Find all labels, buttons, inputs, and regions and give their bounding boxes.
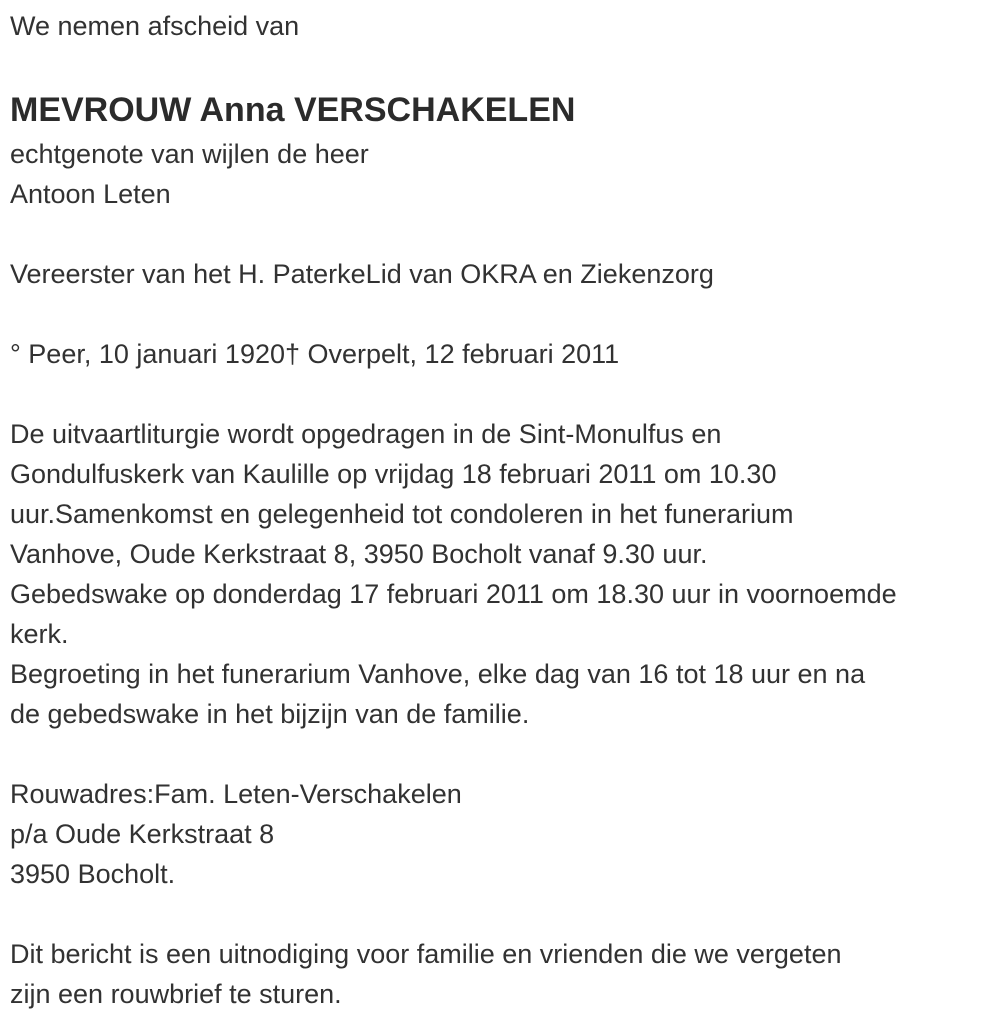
service-line-4: Vanhove, Oude Kerkstraat 8, 3950 Bocholt vanaf 9.30 uur. (10, 539, 708, 569)
mourning-address-line-1: Rouwadres:Fam. Leten-Verschakelen (10, 779, 462, 809)
mourning-address-section (10, 774, 990, 894)
membership-line: Vereerster van het H. PaterkeLid van OKRA en Ziekenzorg (10, 259, 714, 289)
relation-line-2: Antoon Leten (10, 179, 171, 209)
closing-line-2: zijn een rouwbrief te sturen. (10, 979, 342, 1009)
deceased-name: MEVROUW Anna VERSCHAKELEN (10, 91, 576, 129)
service-line-1: De uitvaartliturgie wordt opgedragen in de Sint-Monulfus en (10, 419, 722, 449)
name-section (10, 86, 990, 214)
membership-section (10, 254, 990, 294)
service-section (10, 414, 990, 734)
birth-death-line: ° Peer, 10 januari 1920† Overpelt, 12 februari 2011 (10, 339, 620, 369)
service-line-7: Begroeting in het funerarium Vanhove, elke dag van 16 tot 18 uur en na (10, 659, 866, 689)
service-line-2: Gondulfuskerk van Kaulille op vrijdag 18 februari 2011 om 10.30 (10, 459, 777, 489)
service-line-5: Gebedswake op donderdag 17 februari 2011 om 18.30 uur in voornoemde (10, 579, 897, 609)
mourning-address-line-3: 3950 Bocholt. (10, 859, 176, 889)
service-line-6: kerk. (10, 619, 69, 649)
obituary-document (10, 6, 990, 1014)
service-line-3: uur.Samenkomst en gelegenheid tot condoleren in het funerarium (10, 499, 794, 529)
closing-line-1: Dit bericht is een uitnodiging voor familie en vrienden die we vergeten (10, 939, 842, 969)
birth-death-section (10, 334, 990, 374)
mourning-address-line-2: p/a Oude Kerkstraat 8 (10, 819, 275, 849)
intro-line: We nemen afscheid van (10, 11, 300, 41)
relation-line-1: echtgenote van wijlen de heer (10, 139, 369, 169)
closing-section (10, 934, 990, 1014)
service-line-8: de gebedswake in het bijzijn van de familie. (10, 699, 530, 729)
